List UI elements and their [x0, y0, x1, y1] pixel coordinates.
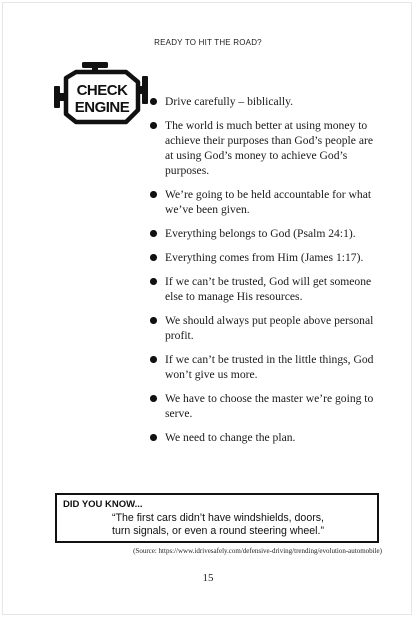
did-you-know-title: DID YOU KNOW...: [63, 499, 143, 510]
bullet-icon: [150, 395, 157, 402]
list-item-text: We should always put people above personal profit.: [165, 314, 374, 342]
list-item-text: Drive carefully – biblically.: [165, 95, 294, 108]
list-item: [148, 94, 380, 109]
quote-line-2: turn signals, or even a round steering wheel.”: [112, 525, 324, 537]
quote-line-1: “The first cars didn’t have windshields, doors,: [112, 512, 324, 524]
list-item-text: Everything comes from Him (James 1:17).: [165, 251, 364, 264]
list-item: [148, 391, 380, 421]
bullet-icon: [150, 122, 157, 129]
did-you-know-quote: [63, 512, 373, 538]
list-item: [148, 313, 380, 343]
list-item: [148, 250, 380, 265]
bullet-icon: [150, 356, 157, 363]
list-item: [148, 187, 380, 217]
list-item: [148, 118, 380, 178]
page-number: 15: [202, 572, 214, 584]
list-item: [148, 430, 380, 445]
list-item: [148, 226, 380, 241]
running-head: READY TO HIT THE ROAD?: [154, 38, 262, 47]
list-item-text: We’re going to be held accountable for what we’ve been given.: [165, 188, 372, 216]
bullet-list: [148, 94, 380, 454]
bullet-icon: [150, 434, 157, 441]
list-item: [148, 274, 380, 304]
check-engine-icon: [52, 60, 152, 130]
list-item-text: We have to choose the master we’re going to serve.: [165, 392, 374, 420]
logo-line2: ENGINE: [74, 99, 130, 116]
list-item-text: We need to change the plan.: [165, 431, 296, 444]
list-item-text: If we can’t be trusted in the little things, God won’t give us more.: [165, 353, 374, 381]
list-item: [148, 352, 380, 382]
bullet-icon: [150, 317, 157, 324]
bullet-icon: [150, 230, 157, 237]
bullet-icon: [150, 278, 157, 285]
list-item-text: If we can’t be trusted, God will get someone else to manage His resources.: [165, 275, 372, 303]
bullet-icon: [150, 254, 157, 261]
bullet-icon: [150, 98, 157, 105]
did-you-know-box: [55, 493, 379, 543]
bullet-icon: [150, 191, 157, 198]
list-item-text: Everything belongs to God (Psalm 24:1).: [165, 227, 356, 240]
list-item-text: The world is much better at using money to achieve their purposes than God’s people are at using God’s money to achieve God’s purposes.: [165, 119, 373, 177]
logo-line1: CHECK: [76, 82, 128, 99]
source-citation: (Source: https://www.idrivesafely.com/defensive-driving/trending/evolution-automobile): [133, 547, 382, 555]
